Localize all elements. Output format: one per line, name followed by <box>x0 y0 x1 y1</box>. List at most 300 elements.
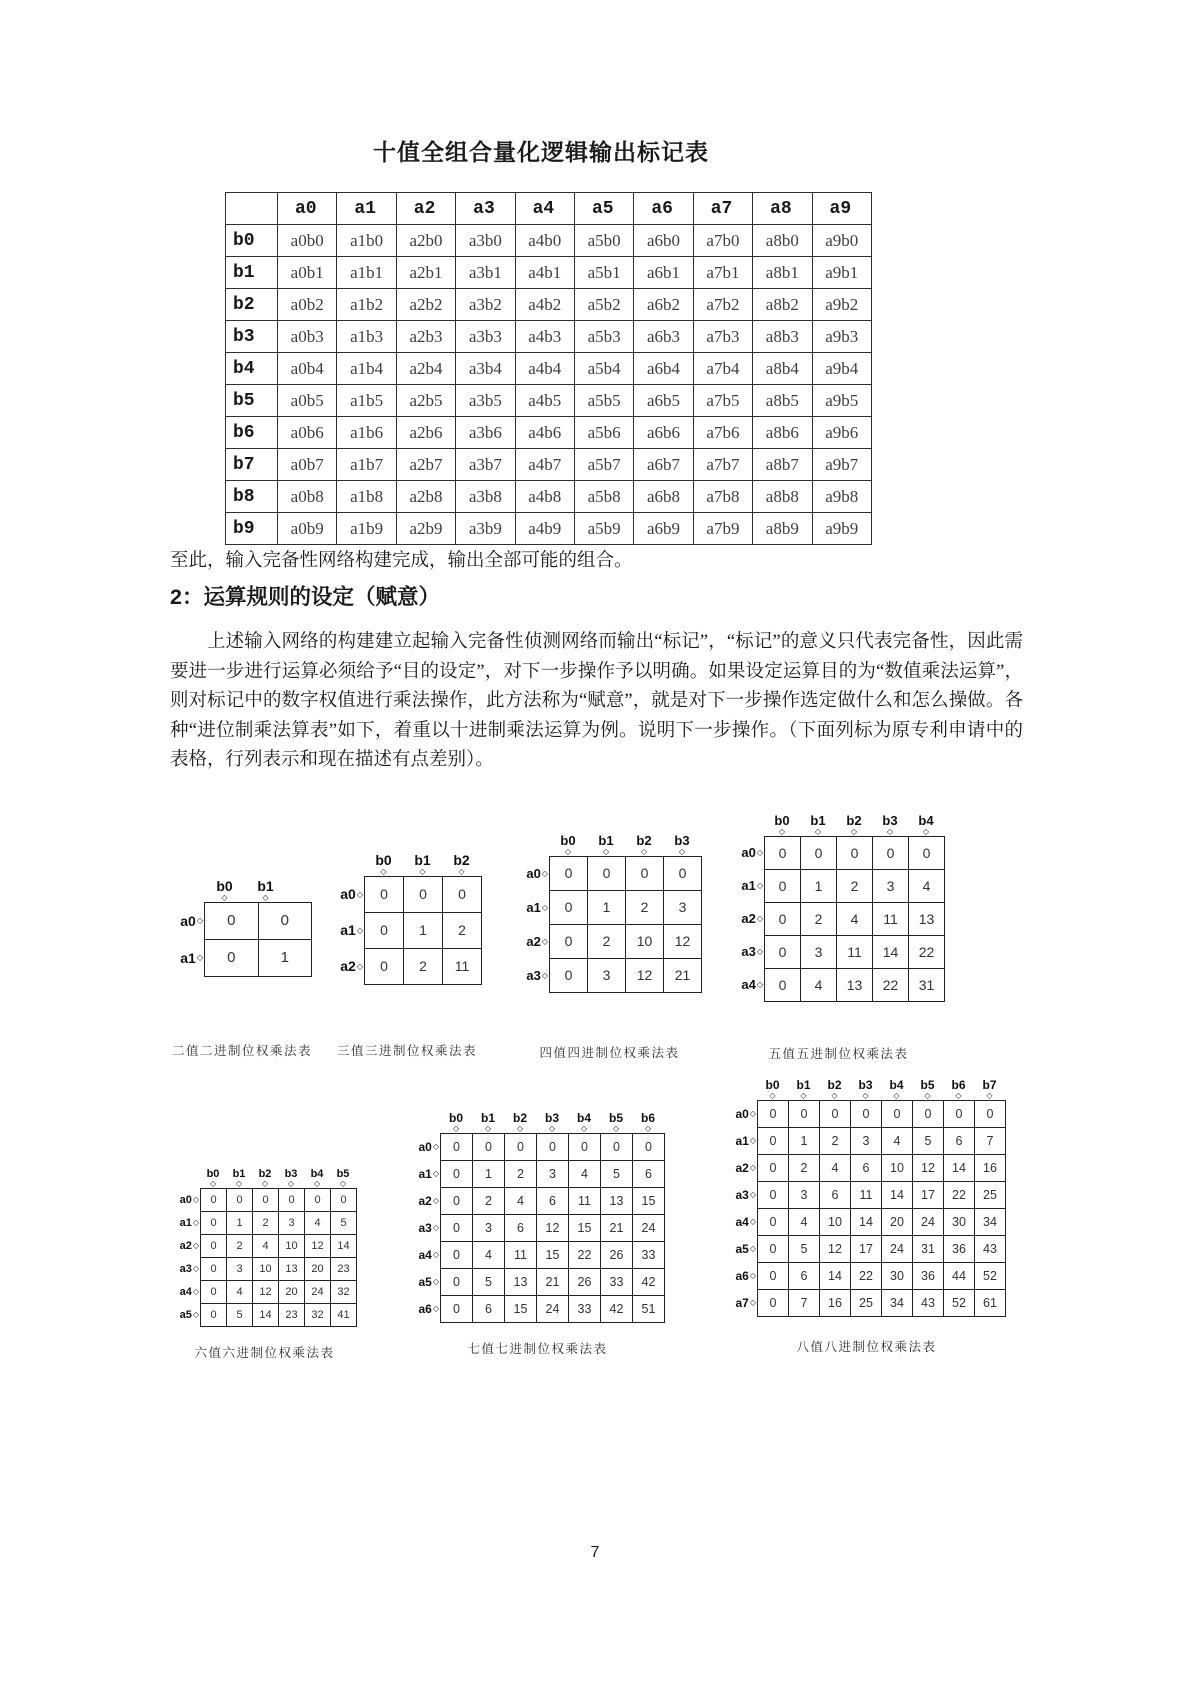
diamond-connector-icon: ◇ <box>749 1217 756 1226</box>
mult-table-figure-2 <box>172 872 312 1059</box>
marking-cell: a2b7 <box>396 449 455 481</box>
mult-cell: 12 <box>664 925 702 959</box>
diamond-connector-icon: ◇ <box>548 1124 556 1133</box>
mult-cell: 2 <box>626 891 664 925</box>
mult-row-header: a5 ◇ <box>179 1308 199 1321</box>
marking-cell: a1b8 <box>337 481 396 513</box>
mult-cell: 13 <box>837 969 873 1002</box>
diamond-connector-icon: ◇ <box>356 889 363 899</box>
diamond-connector-icon: ◇ <box>756 848 763 857</box>
mult-cell: 0 <box>765 969 801 1002</box>
marking-cell: a9b1 <box>812 257 871 289</box>
marking-cell: a1b0 <box>337 225 396 257</box>
marking-cell: a8b6 <box>753 417 812 449</box>
mult-table-row <box>758 1209 1006 1236</box>
marking-cell: a6b7 <box>634 449 693 481</box>
mult-col-headers <box>440 1103 665 1133</box>
mult-cell: 3 <box>873 870 909 903</box>
mult-cell: 0 <box>626 857 664 891</box>
mult-cell: 6 <box>537 1188 569 1215</box>
diamond-connector-icon: ◇ <box>749 1163 756 1172</box>
mult-col-header: b3 ◇ <box>674 833 690 856</box>
marking-row-header: b9 <box>226 513 278 545</box>
marking-cell: a4b4 <box>515 353 574 385</box>
marking-cell: a4b0 <box>515 225 574 257</box>
mult-cell: 0 <box>801 837 837 870</box>
mult-col-header: b4 ◇ <box>576 1111 591 1133</box>
mult-col-header: b3 ◇ <box>882 813 898 836</box>
marking-cell: a4b3 <box>515 321 574 353</box>
marking-table-row <box>226 225 872 257</box>
mult-cell: 0 <box>258 903 312 940</box>
marking-cell: a0b1 <box>278 257 337 289</box>
marking-cell: a6b5 <box>634 385 693 417</box>
marking-row-header: b1 <box>226 257 278 289</box>
diamond-connector-icon: ◇ <box>192 1310 199 1319</box>
mult-cell: 43 <box>975 1236 1006 1263</box>
corner-cell <box>226 193 278 225</box>
marking-row-header: b8 <box>226 481 278 513</box>
mult-cell: 1 <box>473 1161 505 1188</box>
marking-cell: a0b4 <box>278 353 337 385</box>
mult-cell: 14 <box>873 936 909 969</box>
mult-cell: 0 <box>913 1101 944 1128</box>
mult-cell: 3 <box>279 1212 305 1235</box>
diamond-connector-icon: ◇ <box>432 1277 439 1286</box>
diamond-connector-icon: ◇ <box>419 867 426 876</box>
marking-cell: a9b4 <box>812 353 871 385</box>
mult-cell: 3 <box>473 1215 505 1242</box>
mult-cell: 1 <box>801 870 837 903</box>
mult-cell: 0 <box>837 837 873 870</box>
mult-cell: 33 <box>569 1296 601 1323</box>
marking-cell: a6b0 <box>634 225 693 257</box>
mult-table-row <box>201 1258 357 1281</box>
mult-cell: 13 <box>909 903 945 936</box>
marking-cell: a0b6 <box>278 417 337 449</box>
mult-cell: 0 <box>550 959 588 993</box>
marking-cell: a7b8 <box>693 481 752 513</box>
mult-cell: 42 <box>601 1296 633 1323</box>
mult-table-row <box>765 936 945 969</box>
mult-table <box>549 856 702 993</box>
marking-cell: a6b1 <box>634 257 693 289</box>
diamond-connector-icon: ◇ <box>986 1091 993 1100</box>
mult-cell: 11 <box>443 949 482 985</box>
marking-cell: a5b9 <box>574 513 633 545</box>
mult-cell: 0 <box>909 837 945 870</box>
mult-cell: 2 <box>404 949 443 985</box>
mult-col-header: b1 ◇ <box>232 1168 246 1188</box>
mult-col-header: b2 ◇ <box>846 813 862 836</box>
marking-cell: a5b2 <box>574 289 633 321</box>
marking-cell: a3b6 <box>456 417 515 449</box>
mult-row-header: a1 ◇ <box>735 1133 756 1148</box>
mult-table <box>364 876 482 985</box>
mult-cell: 16 <box>820 1290 851 1317</box>
mult-cell: 5 <box>789 1236 820 1263</box>
mult-cell: 2 <box>820 1128 851 1155</box>
mult-row-header: a4 ◇ <box>741 977 763 992</box>
diamond-connector-icon: ◇ <box>484 1124 492 1133</box>
mult-table-figure-3 <box>332 846 482 1059</box>
marking-cell: a7b2 <box>693 289 752 321</box>
mult-table-row <box>758 1101 1006 1128</box>
mult-cell: 14 <box>331 1235 357 1258</box>
diamond-connector-icon: ◇ <box>769 1091 776 1100</box>
mult-cell: 10 <box>626 925 664 959</box>
mult-row-headers <box>172 902 204 977</box>
mult-cell: 6 <box>473 1296 505 1323</box>
mult-row-header: a4 ◇ <box>179 1285 199 1298</box>
marking-cell: a4b9 <box>515 513 574 545</box>
marking-table-row <box>226 385 872 417</box>
marking-cell: a8b0 <box>753 225 812 257</box>
mult-cell: 0 <box>404 877 443 913</box>
marking-cell: a5b0 <box>574 225 633 257</box>
mult-table-row <box>758 1128 1006 1155</box>
mult-cell: 5 <box>913 1128 944 1155</box>
mult-cell: 30 <box>944 1209 975 1236</box>
mult-cell: 61 <box>975 1290 1006 1317</box>
diamond-connector-icon: ◇ <box>749 1244 756 1253</box>
diamond-connector-icon: ◇ <box>541 936 548 946</box>
mult-cell: 10 <box>820 1209 851 1236</box>
mult-cell: 4 <box>227 1281 253 1304</box>
marking-cell: a8b1 <box>753 257 812 289</box>
mult-cell: 11 <box>837 936 873 969</box>
mult-cell: 24 <box>882 1236 913 1263</box>
marking-cell: a7b3 <box>693 321 752 353</box>
mult-cell: 5 <box>601 1161 633 1188</box>
marking-cell: a6b6 <box>634 417 693 449</box>
mult-cell: 14 <box>944 1155 975 1182</box>
mult-table-row <box>201 1235 357 1258</box>
marking-row-header: b3 <box>226 321 278 353</box>
marking-cell: a3b9 <box>456 513 515 545</box>
diamond-connector-icon: ◇ <box>756 947 763 956</box>
mult-row-headers <box>727 1100 757 1317</box>
mult-col-header: b5 ◇ <box>608 1111 623 1133</box>
mult-cell: 0 <box>765 870 801 903</box>
mult-row-header: a3 ◇ <box>179 1262 199 1275</box>
mult-cell: 5 <box>331 1212 357 1235</box>
mult-cell: 10 <box>882 1155 913 1182</box>
mult-cell: 43 <box>913 1290 944 1317</box>
mult-cell: 20 <box>882 1209 913 1236</box>
mult-table-figure-7 <box>410 1103 665 1357</box>
mult-table-row <box>201 1189 357 1212</box>
mult-table-row <box>205 940 312 977</box>
diamond-connector-icon: ◇ <box>452 1124 460 1133</box>
mult-col-header: b1 ◇ <box>480 1111 495 1133</box>
figure-grid <box>172 872 312 977</box>
mult-cell: 0 <box>201 1189 227 1212</box>
marking-cell: a4b7 <box>515 449 574 481</box>
marking-cell: a1b7 <box>337 449 396 481</box>
mult-row-header: a1 ◇ <box>340 922 363 938</box>
mult-table-row <box>550 925 702 959</box>
mult-cell: 7 <box>975 1128 1006 1155</box>
mult-col-header: b6 ◇ <box>640 1111 655 1133</box>
marking-cell: a9b7 <box>812 449 871 481</box>
mult-cell: 5 <box>473 1269 505 1296</box>
diamond-connector-icon: ◇ <box>192 1241 199 1250</box>
marking-cell: a2b0 <box>396 225 455 257</box>
marking-cell: a6b9 <box>634 513 693 545</box>
mult-cell: 0 <box>443 877 482 913</box>
mult-cell: 22 <box>944 1182 975 1209</box>
mult-cell: 11 <box>873 903 909 936</box>
mult-cell: 2 <box>253 1212 279 1235</box>
diamond-connector-icon: ◇ <box>580 1124 588 1133</box>
mult-cell: 0 <box>505 1134 537 1161</box>
mult-table-row <box>765 903 945 936</box>
mult-table-row <box>441 1242 665 1269</box>
mult-cell: 0 <box>550 891 588 925</box>
mult-cell: 0 <box>851 1101 882 1128</box>
marking-cell: a7b4 <box>693 353 752 385</box>
diamond-connector-icon: ◇ <box>602 847 610 856</box>
mult-cell: 10 <box>279 1235 305 1258</box>
diamond-connector-icon: ◇ <box>749 1190 756 1199</box>
mult-cell: 3 <box>537 1161 569 1188</box>
marking-cell: a1b2 <box>337 289 396 321</box>
figure-caption: 五值五进制位权乘法表 <box>768 1047 909 1061</box>
mult-cell: 6 <box>851 1155 882 1182</box>
diamond-connector-icon: ◇ <box>955 1091 962 1100</box>
mult-cell: 10 <box>253 1258 279 1281</box>
diamond-connector-icon: ◇ <box>756 881 763 890</box>
mult-cell: 0 <box>758 1290 789 1317</box>
marking-cell: a8b8 <box>753 481 812 513</box>
diamond-connector-icon: ◇ <box>850 827 858 836</box>
marking-cell: a2b1 <box>396 257 455 289</box>
mult-cell: 36 <box>944 1236 975 1263</box>
marking-cell: a1b3 <box>337 321 396 353</box>
mult-cell: 2 <box>443 913 482 949</box>
mult-cell: 3 <box>664 891 702 925</box>
mult-table <box>757 1100 1006 1317</box>
mult-cell: 12 <box>305 1235 331 1258</box>
mult-col-header: b3 ◇ <box>284 1168 298 1188</box>
figure-caption: 二值二进制位权乘法表 <box>171 1044 313 1058</box>
mult-cell: 1 <box>588 891 626 925</box>
diamond-connector-icon: ◇ <box>541 970 548 980</box>
mult-table-row <box>441 1215 665 1242</box>
mult-row-header: a1 ◇ <box>526 899 548 915</box>
marking-table <box>225 192 872 545</box>
marking-cell: a3b1 <box>456 257 515 289</box>
mult-cell: 0 <box>758 1155 789 1182</box>
mult-cell: 6 <box>505 1215 537 1242</box>
mult-cell: 1 <box>258 940 312 977</box>
mult-col-header: b2 ◇ <box>636 833 652 856</box>
mult-cell: 7 <box>789 1290 820 1317</box>
figure-caption: 三值三进制位权乘法表 <box>336 1044 478 1058</box>
mult-row-header: a0 ◇ <box>340 886 363 902</box>
mult-cell: 0 <box>305 1189 331 1212</box>
marking-cell: a1b9 <box>337 513 396 545</box>
mult-table-row <box>201 1304 357 1327</box>
mult-cell: 0 <box>758 1263 789 1290</box>
mult-row-header: a0 ◇ <box>418 1139 439 1154</box>
mult-table-row <box>758 1155 1006 1182</box>
mult-col-header: b1 ◇ <box>796 1078 811 1100</box>
mult-cell: 51 <box>633 1296 665 1323</box>
marking-table-row <box>226 481 872 513</box>
diamond-connector-icon: ◇ <box>196 916 203 925</box>
mult-col-header: b1 ◇ <box>257 878 274 902</box>
mult-cell: 2 <box>837 870 873 903</box>
mult-cell: 17 <box>851 1236 882 1263</box>
marking-table-row <box>226 289 872 321</box>
mult-cell: 0 <box>789 1101 820 1128</box>
mult-cell: 30 <box>882 1263 913 1290</box>
mult-col-header: b0 ◇ <box>375 852 392 876</box>
mult-cell: 4 <box>305 1212 331 1235</box>
mult-col-header: b0 ◇ <box>774 813 790 836</box>
marking-col-header: a3 <box>456 193 515 225</box>
diamond-connector-icon: ◇ <box>235 1179 243 1188</box>
mult-cell: 0 <box>331 1189 357 1212</box>
diamond-connector-icon: ◇ <box>192 1264 199 1273</box>
mult-cell: 12 <box>537 1215 569 1242</box>
mult-cell: 0 <box>253 1189 279 1212</box>
diamond-connector-icon: ◇ <box>313 1179 321 1188</box>
mult-cell: 3 <box>227 1258 253 1281</box>
marking-col-header: a8 <box>753 193 812 225</box>
mult-table-row <box>550 857 702 891</box>
mult-cell: 24 <box>913 1209 944 1236</box>
mult-cell: 14 <box>882 1182 913 1209</box>
mult-row-header: a1 ◇ <box>741 878 763 893</box>
mult-col-headers <box>200 1158 357 1188</box>
marking-cell: a4b2 <box>515 289 574 321</box>
mult-cell: 4 <box>882 1128 913 1155</box>
marking-cell: a8b9 <box>753 513 812 545</box>
mult-cell: 0 <box>873 837 909 870</box>
diamond-connector-icon: ◇ <box>356 925 363 935</box>
marking-cell: a4b6 <box>515 417 574 449</box>
marking-cell: a0b3 <box>278 321 337 353</box>
mult-col-header: b6 ◇ <box>951 1078 966 1100</box>
mult-table-row <box>441 1134 665 1161</box>
mult-cell: 0 <box>944 1101 975 1128</box>
mult-row-header: a5 ◇ <box>735 1241 756 1256</box>
diamond-connector-icon: ◇ <box>196 953 203 962</box>
mult-cell: 21 <box>537 1269 569 1296</box>
diamond-connector-icon: ◇ <box>287 1179 295 1188</box>
mult-col-headers <box>204 872 312 902</box>
mult-cell: 24 <box>305 1281 331 1304</box>
marking-col-header: a0 <box>278 193 337 225</box>
mult-cell: 15 <box>505 1296 537 1323</box>
mult-table-row <box>441 1188 665 1215</box>
mult-table <box>440 1133 665 1323</box>
mult-cell: 0 <box>550 925 588 959</box>
mult-cell: 20 <box>279 1281 305 1304</box>
mult-cell: 0 <box>550 857 588 891</box>
mult-row-header: a3 ◇ <box>418 1220 439 1235</box>
mult-row-header: a2 ◇ <box>340 958 363 974</box>
mult-row-header: a1 ◇ <box>180 949 203 966</box>
marking-cell: a5b5 <box>574 385 633 417</box>
mult-table-figure-6 <box>172 1158 357 1361</box>
mult-table-row <box>441 1296 665 1323</box>
diamond-connector-icon: ◇ <box>339 1179 347 1188</box>
section-heading: 2：运算规则的设定（赋意） <box>170 585 440 609</box>
diamond-connector-icon: ◇ <box>778 827 786 836</box>
marking-cell: a7b6 <box>693 417 752 449</box>
marking-row-header: b7 <box>226 449 278 481</box>
mult-cell: 0 <box>664 857 702 891</box>
mult-row-header: a0 ◇ <box>179 1193 199 1206</box>
mult-row-header: a0 ◇ <box>735 1106 756 1121</box>
mult-cell: 0 <box>365 877 404 913</box>
mult-row-header: a1 ◇ <box>418 1166 439 1181</box>
mult-cell: 3 <box>789 1182 820 1209</box>
mult-cell: 0 <box>205 940 259 977</box>
mult-row-header: a3 ◇ <box>741 944 763 959</box>
marking-cell: a0b7 <box>278 449 337 481</box>
marking-cell: a4b1 <box>515 257 574 289</box>
mult-col-header: b1 ◇ <box>414 852 431 876</box>
marking-cell: a8b2 <box>753 289 812 321</box>
marking-cell: a5b3 <box>574 321 633 353</box>
diamond-connector-icon: ◇ <box>678 847 686 856</box>
mult-row-header: a5 ◇ <box>418 1274 439 1289</box>
mult-cell: 32 <box>305 1304 331 1327</box>
marking-cell: a3b2 <box>456 289 515 321</box>
mult-cell: 21 <box>601 1215 633 1242</box>
mult-row-header: a2 ◇ <box>526 933 548 949</box>
mult-cell: 0 <box>758 1128 789 1155</box>
diamond-connector-icon: ◇ <box>192 1287 199 1296</box>
mult-cell: 33 <box>601 1269 633 1296</box>
marking-cell: a5b4 <box>574 353 633 385</box>
mult-cell: 0 <box>588 857 626 891</box>
mult-cell: 6 <box>820 1182 851 1209</box>
mult-cell: 34 <box>975 1209 1006 1236</box>
mult-cell: 0 <box>633 1134 665 1161</box>
marking-cell: a2b3 <box>396 321 455 353</box>
mult-cell: 0 <box>227 1189 253 1212</box>
marking-cell: a7b5 <box>693 385 752 417</box>
mult-cell: 14 <box>820 1263 851 1290</box>
marking-table-row <box>226 257 872 289</box>
mult-cell: 0 <box>765 936 801 969</box>
diamond-connector-icon: ◇ <box>458 867 465 876</box>
mult-cell: 2 <box>801 903 837 936</box>
diamond-connector-icon: ◇ <box>749 1298 756 1307</box>
marking-col-header: a4 <box>515 193 574 225</box>
marking-cell: a3b5 <box>456 385 515 417</box>
mult-cell: 52 <box>944 1290 975 1317</box>
marking-col-header: a9 <box>812 193 871 225</box>
mult-cell: 12 <box>626 959 664 993</box>
mult-cell: 2 <box>789 1155 820 1182</box>
diamond-connector-icon: ◇ <box>612 1124 620 1133</box>
marking-cell: a6b2 <box>634 289 693 321</box>
mult-cell: 12 <box>820 1236 851 1263</box>
mult-cell: 4 <box>820 1155 851 1182</box>
marking-cell: a2b2 <box>396 289 455 321</box>
marking-row-header: b6 <box>226 417 278 449</box>
mult-col-header: b2 ◇ <box>453 852 470 876</box>
mult-row-headers <box>332 876 364 985</box>
mult-row-header: a3 ◇ <box>735 1187 756 1202</box>
